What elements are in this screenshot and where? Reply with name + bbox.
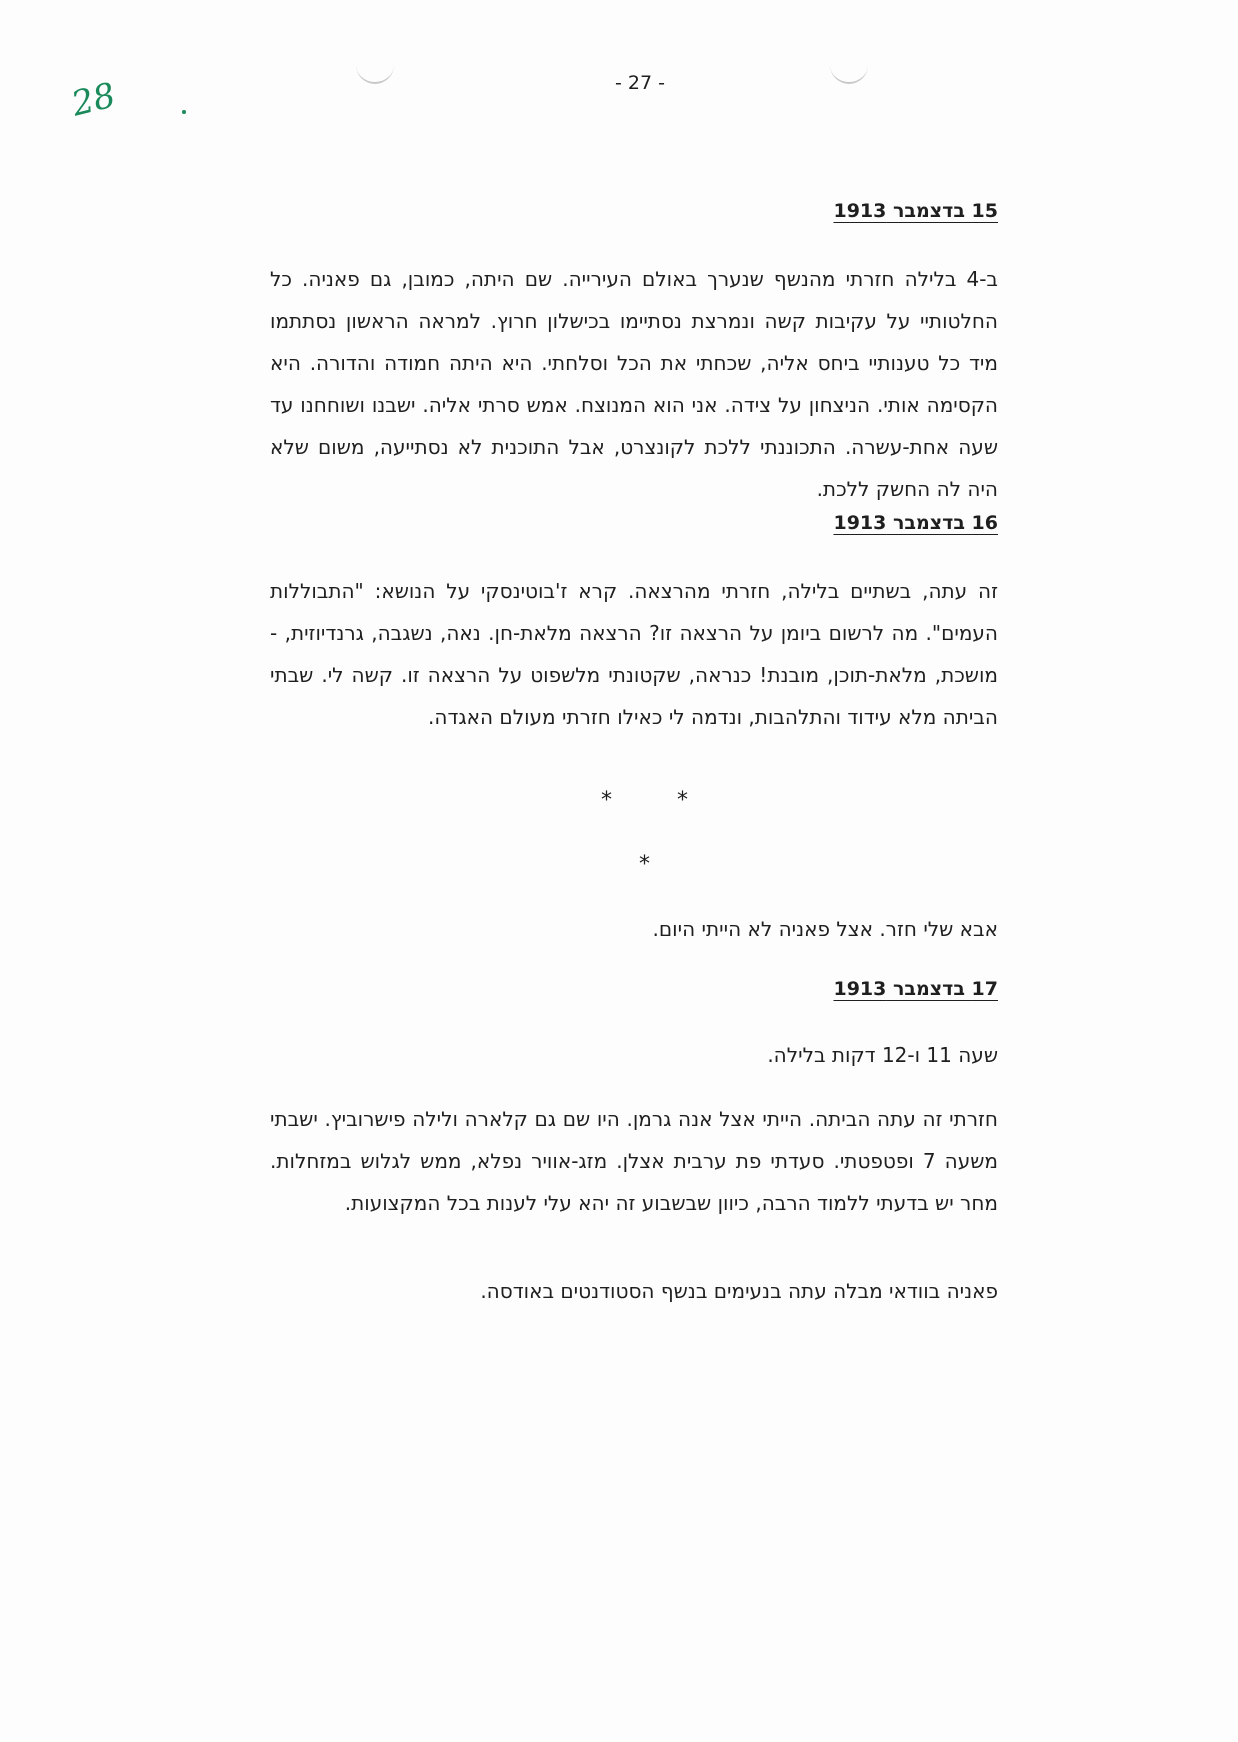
punch-hole-right [830,56,868,84]
separator-star-right: * [677,788,688,813]
handwritten-page-number: 28 [67,75,120,125]
entry-time-17-dec: שעה 11 ו-12 דקות בלילה. [767,1043,998,1067]
separator-star-bottom: * [639,852,650,877]
entry-date-15-dec: 15 בדצמבר 1913 [833,200,998,222]
entry-date-16-dec: 16 בדצמבר 1913 [833,512,998,534]
separator-star-left: * [601,788,612,813]
entry-date-17-dec: 17 בדצמבר 1913 [833,978,998,1000]
entry-text-16-dec: זה עתה, בשתיים בלילה, חזרתי מהרצאה. קרא ז'בוטינסקי על הנושא: "התבוללות העמים". מה לרשום ביומן על הרצאה זו? הרצאה מלאת-חן. נאה, נשגבה, גרנדיוזית, - מושכת, מלאת-תוכן, מובנת! כנראה, שקטונתי מלשפוט על הרצאה זו. קשה לי. שבתי הביתה מלא עידוד והתלהבות, ונדמה לי כאילו חזרתי מעולם האגדה. [270,579,998,729]
entry-text-15-dec: ב-4 בלילה חזרתי מהנשף שנערך באולם העירייה. שם היתה, כמובן, גם פאניה. כל החלטותיי על עקיבות קשה ונמרצת נסתיימו בכישלון חרוץ. למראה הראשון נסתתמו מיד כל טענותיי ביחס אליה, שכחתי את הכל וסלחתי. היא היתה חמודה והדורה. היא הקסימה אותי. הניצחון על צידה. אני הוא המנוצח. אמש סרתי אליה. ישבנו ושוחחנו עד שעה אחת-עשרה. התכוננתי ללכת לקונצרט, אבל התוכנית לא נסתייעה, משום שלא היה לה החשק ללכת. [270,267,998,501]
page-number: - 27 - [615,72,665,94]
entry-closing-17-dec: פאניה בוודאי מבלה עתה בנעימים בנשף הסטודנטים באודסה. [480,1279,998,1303]
ink-dot [182,110,186,114]
entry-text-17-dec: חזרתי זה עתה הביתה. הייתי אצל אנה גרמן. היו שם גם קלארה ולילה פישרוביץ. ישבתי משעה 7 ופטפטתי. סעדתי פת ערבית אצלן. מזג-אוויר נפלא, ממש לגלוש במזחלות. מחר יש בדעתי ללמוד הרבה, כיוון שבשבוע זה יהא עלי לענות בכל המקצועות. [270,1107,998,1215]
punch-hole-left [356,56,394,84]
after-separator-line: אבא שלי חזר. אצל פאניה לא הייתי היום. [652,917,998,941]
